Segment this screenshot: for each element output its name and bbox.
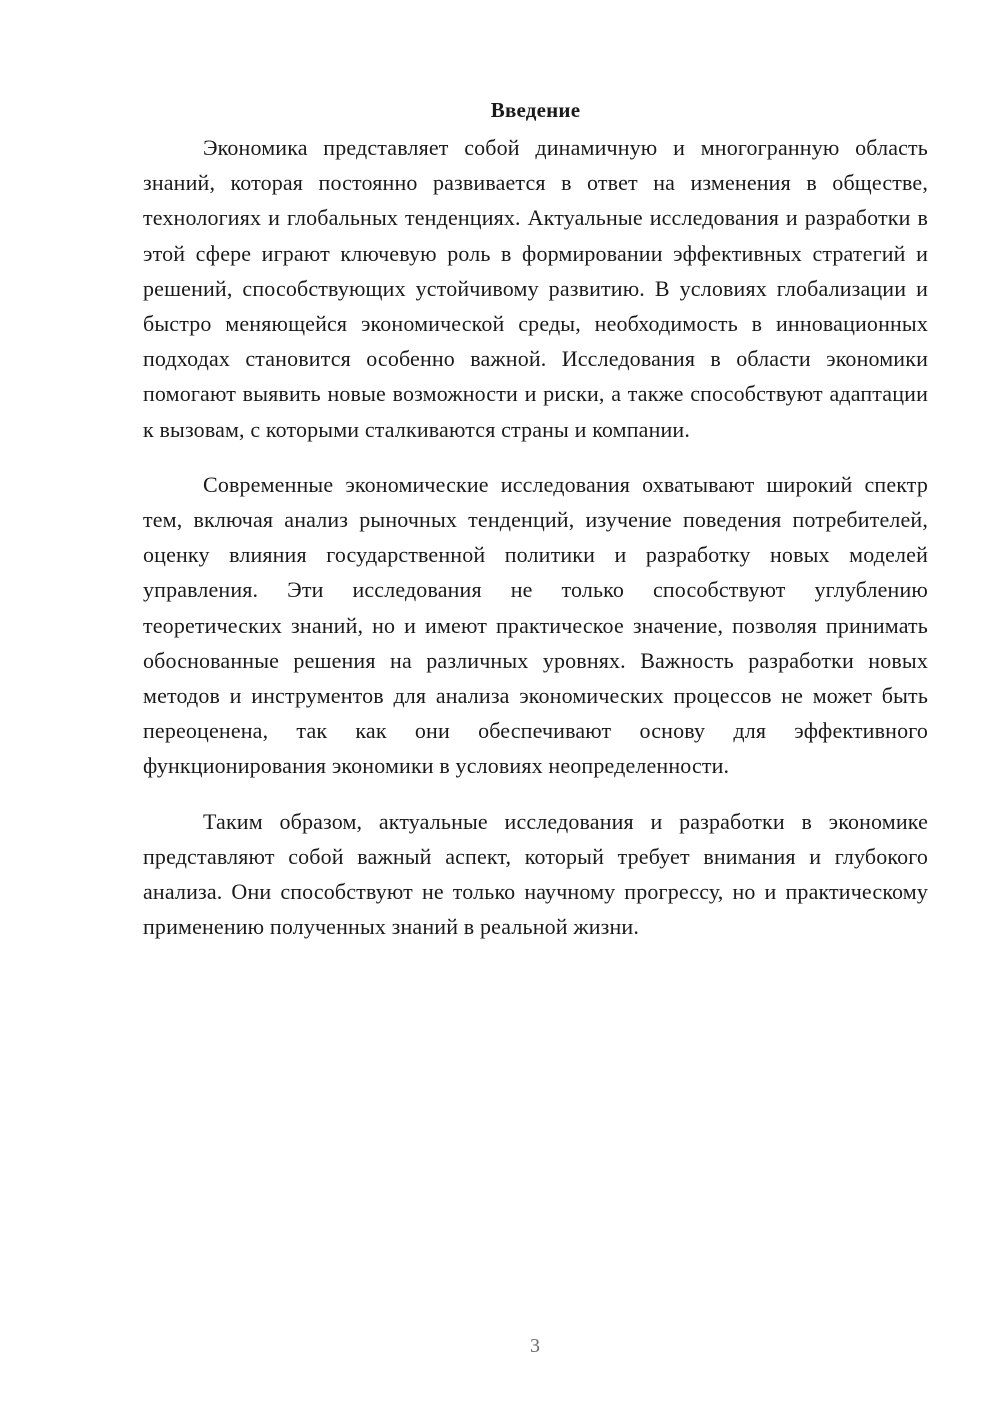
paragraph-1: Экономика представляет собой динамичную и многогранную область знаний, которая постоянно развивается в ответ на изменения в обществе, технологиях и глобальных тенденциях. Актуальные исследования и разработки в этой сфере играют ключевую роль в формировании эффективных стратегий и решений, способствующих устойчивому развитию. В условиях глобализации и быстро меняющейся экономической среды, необходимость в инновационных подходах становится особенно важной. Исследования в области экономики помогают выявить новые возможности и риски, а также способствуют адаптации к вызовам, с которыми сталкиваются страны и компании.	[143, 135, 928, 442]
page-content	[143, 95, 928, 944]
page-number: 3	[530, 1335, 540, 1357]
paragraph-2: Современные экономические исследования охватывают широкий спектр тем, включая анализ рыночных тенденций, изучение поведения потребителей, оценку влияния государственной политики и разработку новых моделей управления. Эти исследования не только способствуют углублению теоретических знаний, но и имеют практическое значение, позволяя принимать обоснованные решения на различных уровнях. Важность разработки новых методов и инструментов для анализа экономических процессов не может быть переоценена, так как они обеспечивают основу для эффективного функционирования экономики в условиях неопределенности.	[143, 471, 928, 779]
paragraph-3: Таким образом, актуальные исследования и разработки в экономике представляют собой важный аспект, который требует внимания и глубокого анализа. Они способствуют не только научному прогрессу, но и практическому применению полученных знаний в реальной жизни.	[143, 808, 928, 940]
section-heading: Введение	[490, 98, 581, 122]
